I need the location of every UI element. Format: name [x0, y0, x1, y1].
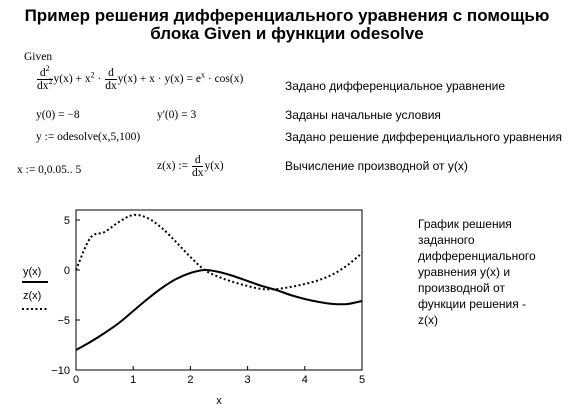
series-line-yx: [76, 270, 362, 350]
derivative-definition[interactable]: z(x) := $\frac{d}{dx}$ y(x): [157, 154, 224, 179]
y-tick-label: −5: [57, 315, 70, 327]
x-exponent: 2: [90, 70, 95, 80]
derivative-operator: $\frac{d}{dx}$: [191, 154, 204, 179]
x-tick-label: 2: [187, 374, 194, 386]
x-tick-label: 1: [130, 374, 137, 386]
initial-conditions-description: Заданы начальные условия: [285, 108, 441, 122]
plot-frame: [76, 210, 362, 370]
y-tick-label: 5: [63, 215, 70, 227]
equation-term3: · cos(x): [204, 73, 244, 86]
given-label[interactable]: Given: [24, 51, 53, 63]
equation-term2: y(x) + x · y(x) = e: [117, 73, 201, 86]
x-tick-label: 4: [301, 374, 308, 386]
derivative-description: Вычисление производной от y(x): [285, 159, 468, 173]
solve-description: Задано решение дифференциального уравнения: [285, 130, 562, 144]
page-title-line2: блока Given и функции odesolve: [150, 24, 424, 43]
range-variable-definition[interactable]: x := 0,0.05.. 5: [17, 164, 82, 176]
solution-plot[interactable]: [0, 200, 400, 410]
differential-equation[interactable]: [36, 64, 244, 92]
x-axis-label: x: [216, 395, 222, 407]
initial-condition-1[interactable]: y(0) = −8: [36, 109, 80, 121]
x-tick-label: 3: [244, 374, 251, 386]
series-line-zx: [76, 215, 362, 289]
equation-term1: y(x) + x: [53, 73, 91, 86]
x-tick-label: 0: [72, 374, 80, 386]
y-tick-label: 0: [63, 265, 70, 277]
initial-condition-2[interactable]: y'(0) = 3: [157, 109, 197, 121]
first-derivative-operator: $\frac{d}{dx}$: [105, 67, 117, 92]
second-derivative-operator: $\frac{d^2}{dx^2}$: [37, 64, 53, 92]
page-title-line1: Пример решения дифференциального уравнения с помощью: [24, 6, 550, 25]
equation-description: Задано дифференциальное уравнение: [285, 79, 506, 93]
legend-label-y: y(x): [23, 266, 42, 278]
dot-operator: ·: [97, 73, 102, 86]
e-exponent: x: [200, 70, 205, 80]
odesolve-definition[interactable]: y := odesolve(x,5,100): [36, 131, 141, 143]
legend-label-z: z(x): [23, 290, 42, 302]
x-tick-label: 5: [358, 374, 366, 386]
y-tick-label: −10: [51, 365, 70, 377]
plot-caption: График решения заданного дифференциального уравнения y(x) и производной от функции решения - z(x): [418, 217, 536, 327]
